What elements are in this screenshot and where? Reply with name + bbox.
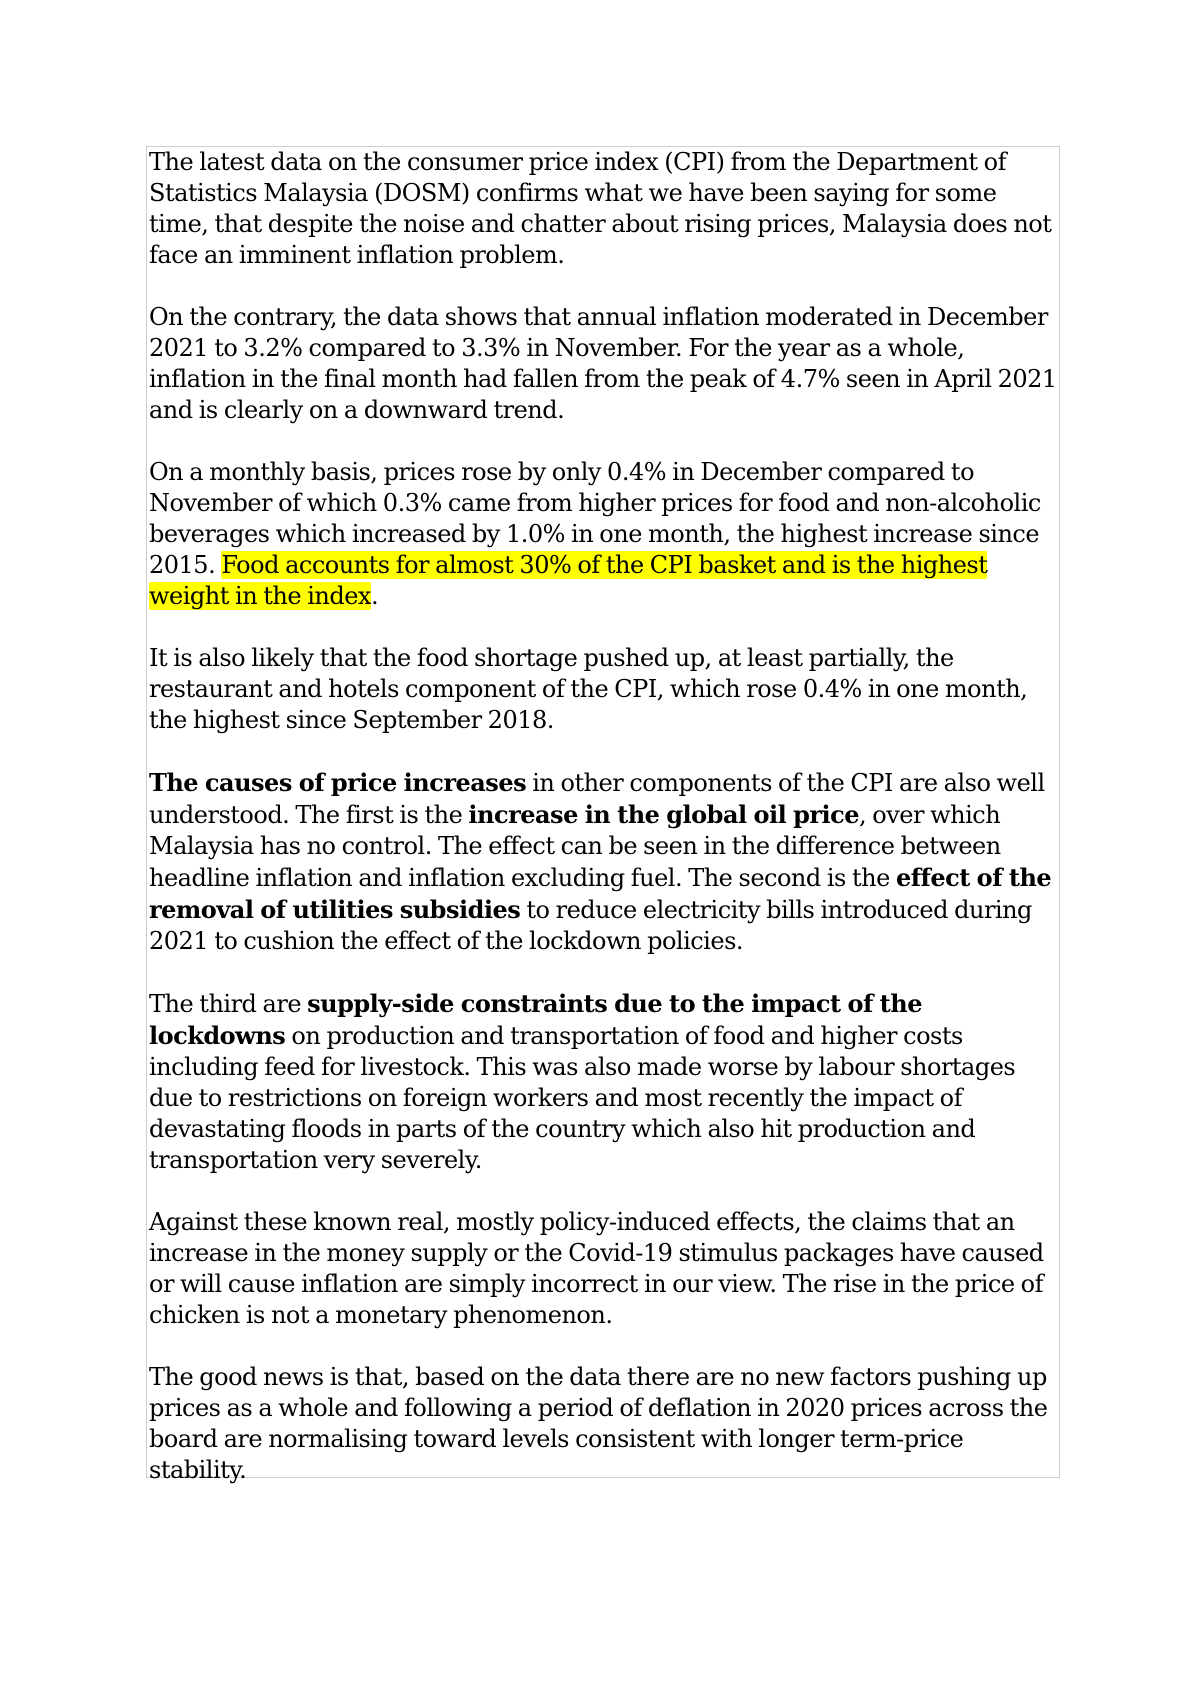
paragraph-2 — [149, 302, 1059, 426]
paragraph-6-text-1: The third are — [149, 990, 308, 1018]
bold-phrase-oil-price: increase in the global oil price — [468, 800, 860, 829]
paragraph-3 — [149, 457, 1059, 612]
bold-phrase-causes: The causes of price increases — [149, 768, 527, 797]
highlighted-text: Food accounts for almost 30% of the CPI basket and is the highest weight in the index — [149, 551, 988, 610]
paragraph-8 — [149, 1362, 1059, 1486]
paragraph-3-text-b: . — [370, 582, 379, 610]
paragraph-7 — [149, 1207, 1059, 1331]
paragraph-1-text: The latest data on the consumer price index (CPI) from the Department of Statistics Malaysia (DOSM) confirms what we have been saying for some time, that despite the noise and chatter about rising prices, Malaysia does not face an imminent inflation problem. — [149, 148, 1052, 269]
paragraph-5-text-2: , over which Malaysia has no control. The effect can be seen in the difference between headline inflation and inflation excluding fuel. The second is the — [149, 801, 1001, 892]
paragraph-5-text-3: to reduce electricity bills introduced during 2021 to cushion the effect of the lockdown policies. — [149, 896, 1032, 955]
paragraph-6 — [149, 988, 1059, 1176]
article-text-box — [146, 146, 1060, 1484]
paragraph-4-text: It is also likely that the food shortage pushed up, at least partially, the restaurant and hotels component of the CPI, which rose 0.4% in one month, the highest since September 2018. — [149, 644, 1028, 734]
paragraph-8-text: The good news is that, based on the data there are no new factors pushing up prices as a whole and following a period of deflation in 2020 prices across the board are normalising toward levels consistent with longer term-price stability. — [149, 1363, 1048, 1484]
paragraph-7-text: Against these known real, mostly policy-induced effects, the claims that an increase in the money supply or the Covid-19 stimulus packages have caused or will cause inflation are simply incorrect in our view. The rise in the price of chicken is not a monetary phenomenon. — [149, 1208, 1044, 1329]
bold-phrase-subsidies: effect of the removal of utilities subsidies — [149, 863, 1052, 924]
paragraph-2-text: On the contrary, the data shows that annual inflation moderated in December 2021 to 3.2% compared to 3.3% in November. For the year as a whole, inflation in the final month had fallen from the peak of 4.7% seen in April 2021 and is clearly on a downward trend. — [149, 303, 1057, 424]
paragraph-1 — [149, 147, 1059, 271]
paragraph-5-text-1: in other components of the CPI are also well understood. The first is the — [149, 769, 1045, 829]
paragraph-3-text-a: On a monthly basis, prices rose by only 0.4% in December compared to November of which 0.3% came from higher prices for food and non-alcoholic beverages which increased by 1.0% in one month, the highest increase since 2015. — [149, 458, 1041, 579]
paragraph-6-text-2: on production and transportation of food and higher costs including feed for livestock. This was also made worse by labour shortages due to restrictions on foreign workers and most recently the impact of devastating floods in parts of the country which also hit production and transportation very severely. — [149, 1022, 1016, 1174]
paragraph-4 — [149, 643, 1059, 736]
paragraph-5 — [149, 767, 1059, 957]
bold-phrase-supply-side: supply-side constraints due to the impact of the lockdowns — [149, 989, 922, 1050]
